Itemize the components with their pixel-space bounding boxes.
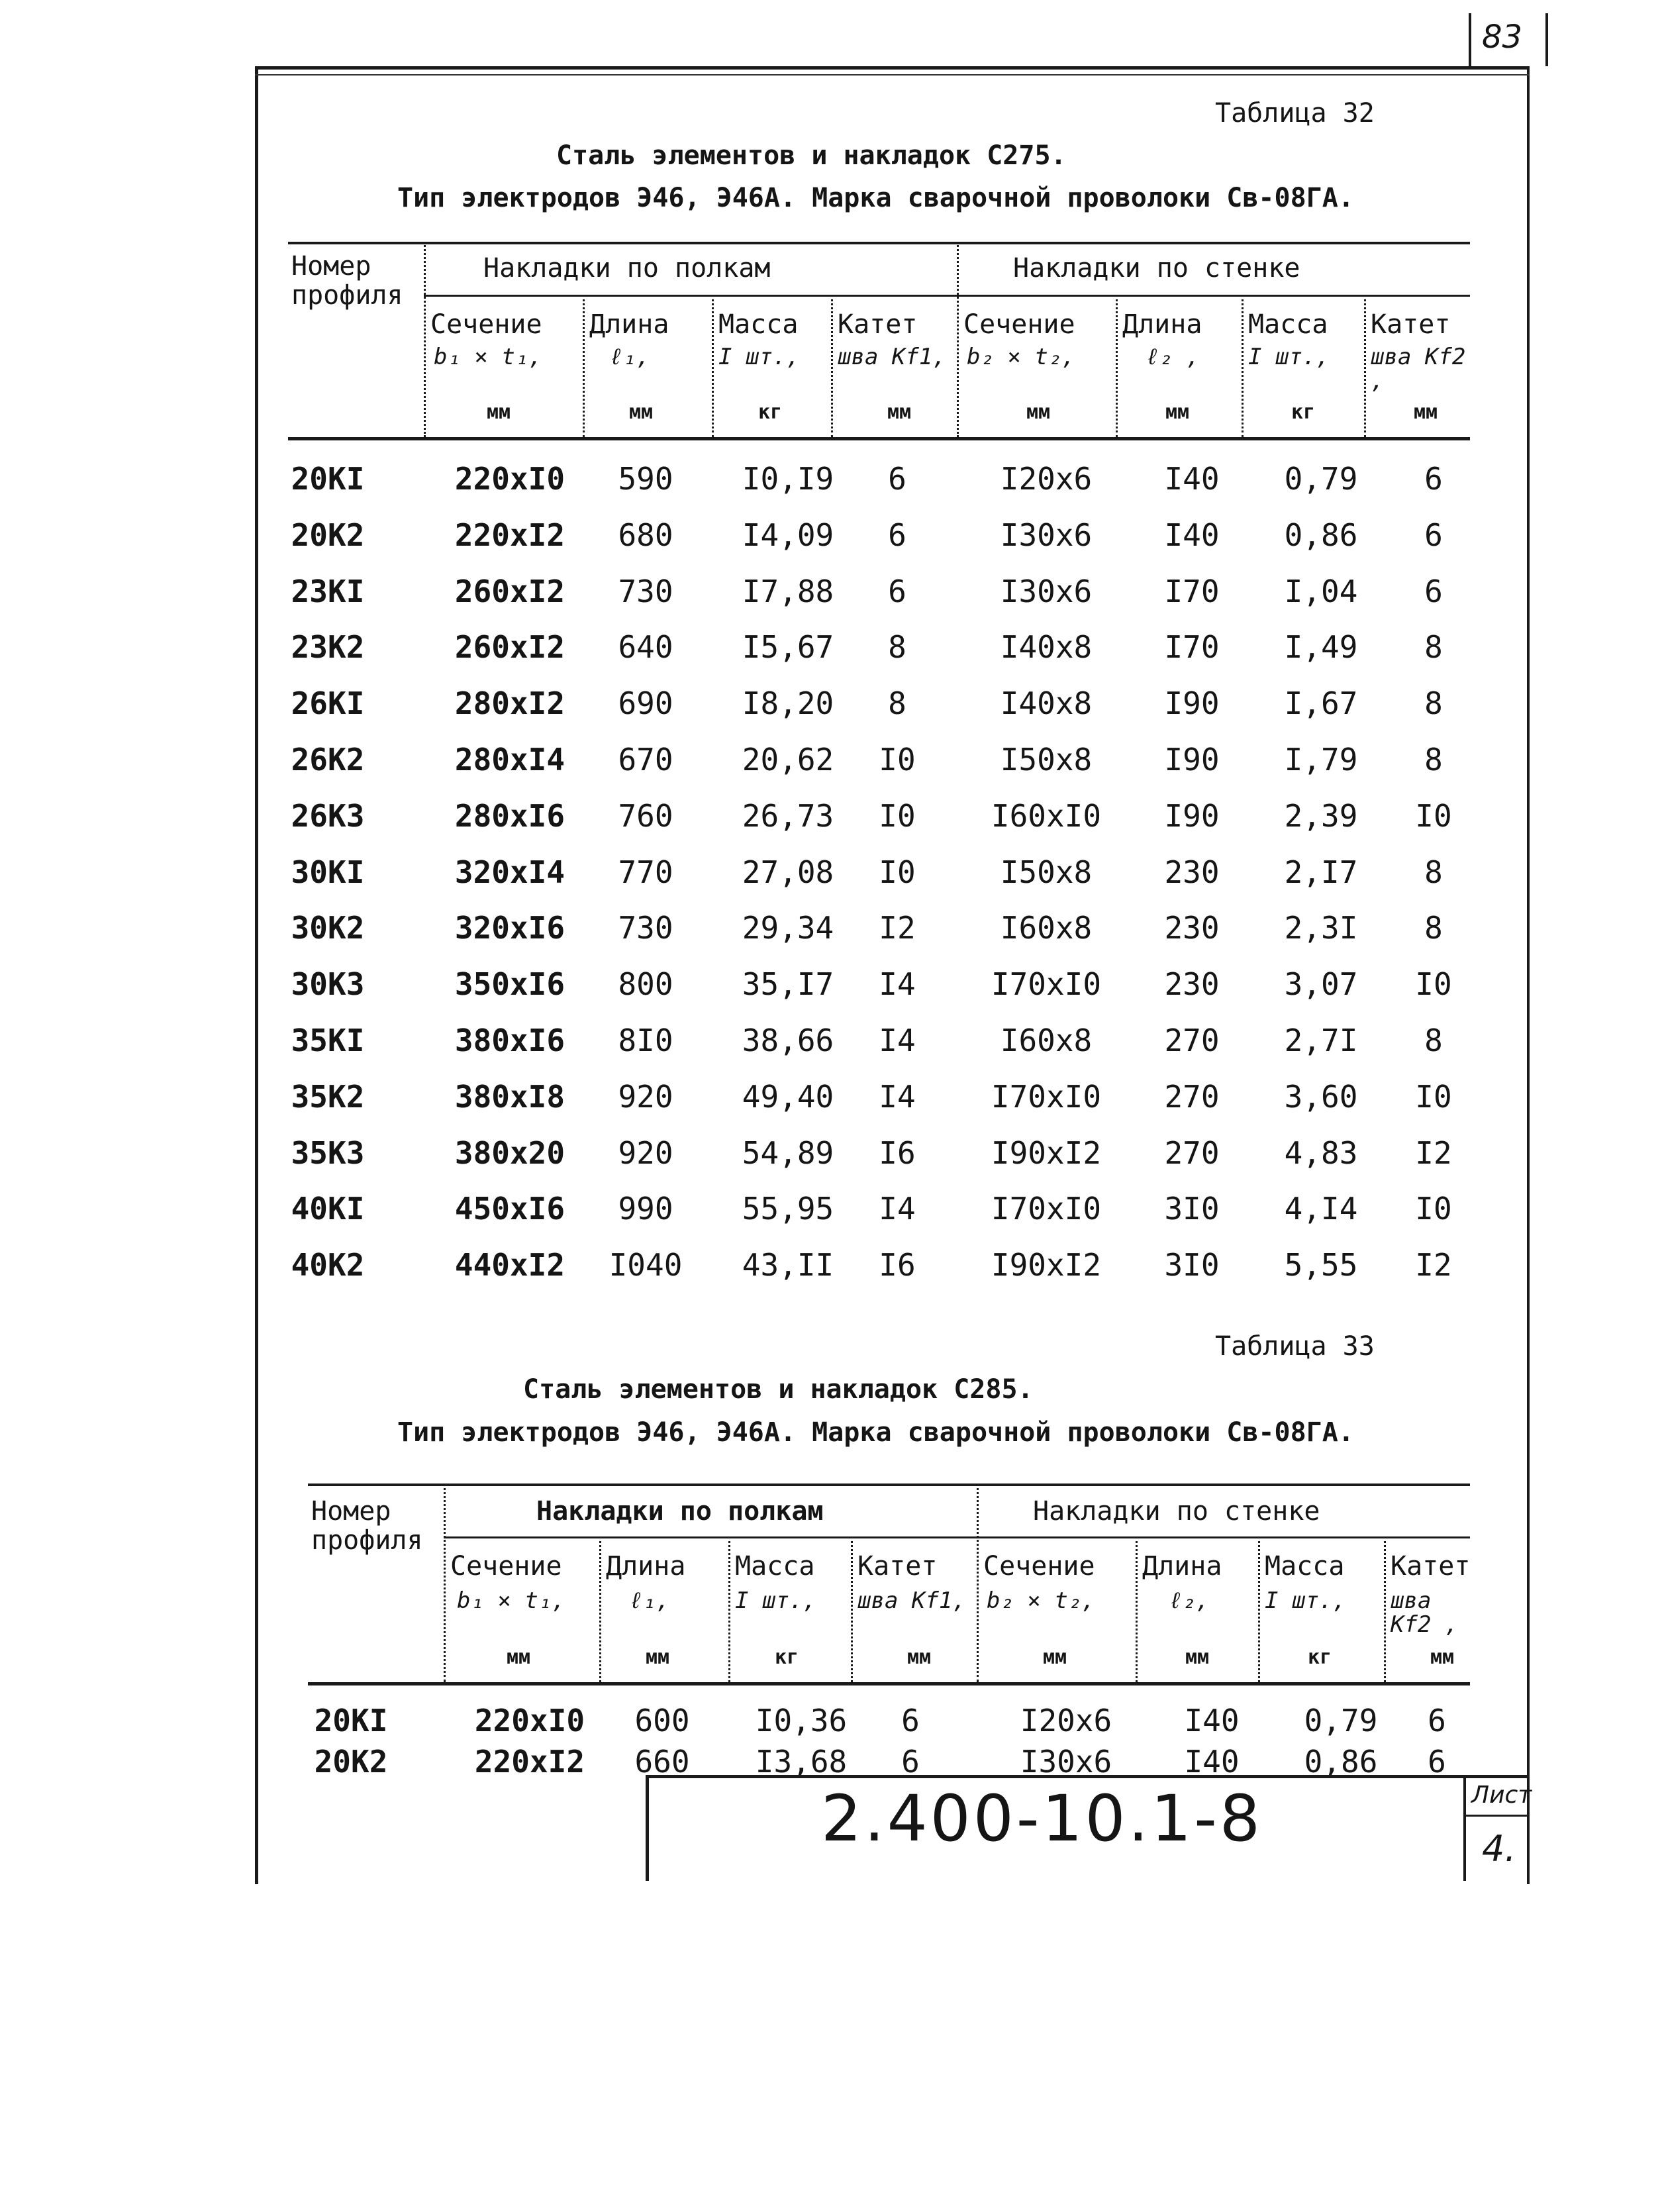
header-web-group: Накладки по стенке [1013, 253, 1300, 283]
flange-weld-cell: I4 [879, 1078, 916, 1115]
web-weld-cell: 6 [1428, 1703, 1446, 1738]
flange-weld-cell: 8 [888, 685, 906, 722]
web-section-cell: I70хI0 [991, 966, 1102, 1003]
header-col-unit: мм [1165, 401, 1190, 424]
header-col-unit: мм [629, 401, 654, 424]
web-weld-cell: 6 [1424, 517, 1443, 553]
header-col-unit: мм [1043, 1646, 1067, 1669]
table-rule [288, 242, 1470, 244]
column-divider [583, 295, 585, 437]
flange-mass-cell: 35,I7 [742, 966, 834, 1003]
header-col-name: Катет [1391, 1551, 1471, 1582]
web-mass-cell: 2,I7 [1284, 854, 1358, 890]
flange-length-cell: 730 [618, 910, 673, 946]
profile-cell: 20К2 [314, 1744, 388, 1780]
web-mass-cell: 0,79 [1304, 1703, 1378, 1738]
header-flange-group: Накладки по полкам [536, 1496, 824, 1527]
profile-cell: 40К2 [291, 1247, 365, 1283]
flange-mass-cell: 29,34 [742, 910, 834, 946]
header-col-name: Масса [1248, 309, 1328, 340]
web-weld-cell: 6 [1428, 1744, 1446, 1780]
profile-cell: 35КI [291, 1023, 365, 1058]
flange-weld-cell: 6 [888, 517, 906, 553]
flange-length-cell: 920 [618, 1134, 673, 1171]
web-mass-cell: 0,79 [1284, 461, 1358, 497]
profile-cell: 26КI [291, 685, 365, 722]
flange-section-cell: 380х20 [454, 1134, 565, 1171]
web-weld-cell: 8 [1424, 854, 1443, 890]
flange-section-cell: 260хI2 [454, 573, 565, 609]
profile-cell: 30КI [291, 854, 365, 890]
flange-section-cell: 220хI0 [474, 1703, 585, 1738]
web-weld-cell: 8 [1424, 685, 1443, 722]
web-weld-cell: 6 [1424, 461, 1443, 497]
web-length-cell: 230 [1164, 854, 1220, 890]
header-col-name: Масса [735, 1551, 815, 1582]
web-section-cell: I30х6 [1000, 573, 1093, 609]
web-length-cell: I40 [1184, 1703, 1240, 1738]
column-divider [444, 1483, 446, 1682]
profile-cell: 20КI [291, 461, 365, 497]
web-mass-cell: 3,07 [1284, 966, 1358, 1003]
column-divider [424, 242, 426, 437]
web-section-cell: I30х6 [1020, 1744, 1112, 1780]
header-col-name: Длина [606, 1551, 686, 1582]
flange-weld-cell: I0 [879, 742, 916, 778]
header-col-name: Катет [857, 1551, 938, 1582]
profile-cell: 30К3 [291, 966, 365, 1003]
table-33-title-line1: Сталь элементов и накладок С285. [523, 1374, 1034, 1405]
table-rule [288, 437, 1470, 440]
flange-section-cell: 220хI2 [454, 517, 565, 553]
flange-length-cell: 730 [618, 573, 673, 609]
web-weld-cell: I0 [1415, 1078, 1452, 1115]
flange-mass-cell: I8,20 [742, 685, 834, 722]
column-divider [1116, 295, 1118, 437]
web-section-cell: I50х8 [1000, 742, 1093, 778]
flange-weld-cell: 6 [901, 1703, 920, 1738]
page-number: 83 [1482, 19, 1523, 56]
web-weld-cell: 8 [1424, 742, 1443, 778]
flange-section-cell: 440хI2 [454, 1247, 565, 1283]
table-32-title-line1: Сталь элементов и накладок С275. [556, 140, 1067, 171]
column-divider [1242, 295, 1244, 437]
header-profile: Номер профиля [291, 251, 403, 311]
table-rule [424, 295, 1470, 297]
web-mass-cell: 2,3I [1284, 910, 1358, 946]
header-col-unit: мм [1185, 1646, 1210, 1669]
flange-section-cell: 380хI6 [454, 1023, 565, 1058]
flange-weld-cell: I4 [879, 1023, 916, 1058]
flange-section-cell: 280хI4 [454, 742, 565, 778]
web-weld-cell: 8 [1424, 910, 1443, 946]
flange-length-cell: 920 [618, 1078, 673, 1115]
flange-mass-cell: 49,40 [742, 1078, 834, 1115]
web-length-cell: 270 [1164, 1134, 1220, 1171]
flange-weld-cell: I0 [879, 797, 916, 834]
web-section-cell: I60хI0 [991, 797, 1102, 834]
column-divider [712, 295, 714, 437]
web-length-cell: 230 [1164, 910, 1220, 946]
header-col-name: Длина [1142, 1551, 1222, 1582]
web-section-cell: I60х8 [1000, 1023, 1093, 1058]
flange-mass-cell: 55,95 [742, 1191, 834, 1227]
column-divider [957, 242, 959, 437]
header-col-name: Сечение [963, 309, 1075, 340]
header-col-symbol: шва Kf2 , [1371, 344, 1466, 394]
web-length-cell: 3I0 [1164, 1247, 1220, 1283]
web-section-cell: I70хI0 [991, 1078, 1102, 1115]
web-mass-cell: 4,83 [1284, 1134, 1358, 1171]
column-divider [977, 1483, 979, 1682]
flange-mass-cell: 20,62 [742, 742, 834, 778]
flange-mass-cell: I0,I9 [742, 461, 834, 497]
table-33-caption: Таблица 33 [1215, 1331, 1375, 1362]
web-weld-cell: 8 [1424, 629, 1443, 666]
web-mass-cell: I,79 [1284, 742, 1358, 778]
web-mass-cell: 4,I4 [1284, 1191, 1358, 1227]
web-section-cell: I60х8 [1000, 910, 1093, 946]
web-length-cell: 270 [1164, 1023, 1220, 1058]
profile-cell: 26К2 [291, 742, 365, 778]
web-length-cell: 3I0 [1164, 1191, 1220, 1227]
column-divider [831, 295, 833, 437]
table-rule [444, 1536, 1470, 1538]
header-col-symbol: b₂ × t₂, [967, 344, 1075, 370]
flange-weld-cell: I6 [879, 1134, 916, 1171]
flange-length-cell: 660 [634, 1744, 690, 1780]
header-col-unit: мм [1430, 1646, 1455, 1669]
flange-section-cell: 450хI6 [454, 1191, 565, 1227]
flange-length-cell: 8I0 [618, 1023, 673, 1058]
header-col-symbol: ℓ₁, [629, 1587, 670, 1614]
profile-cell: 40КI [291, 1191, 365, 1227]
header-col-name: Сечение [983, 1551, 1095, 1582]
header-col-symbol: b₂ × t₂, [987, 1587, 1095, 1614]
web-section-cell: I40х8 [1000, 685, 1093, 722]
header-col-unit: кг [775, 1646, 799, 1669]
web-length-cell: I70 [1164, 629, 1220, 666]
flange-weld-cell: 6 [901, 1744, 920, 1780]
flange-section-cell: 260хI2 [454, 629, 565, 666]
header-col-symbol: I шт., [1265, 1587, 1346, 1614]
table-32-title-line2: Тип электродов Э46, Э46А. Марка сварочной проволоки Св-08ГА. [397, 183, 1354, 213]
header-col-symbol: b₁ × t₁, [434, 344, 542, 370]
header-col-symbol: шва Kf1, [838, 344, 946, 370]
header-col-unit: мм [646, 1646, 670, 1669]
flange-mass-cell: 27,08 [742, 854, 834, 890]
flange-section-cell: 220хI2 [474, 1744, 585, 1780]
flange-section-cell: 380хI8 [454, 1078, 565, 1115]
web-mass-cell: I,04 [1284, 573, 1358, 609]
sheet-number: 4. [1482, 1828, 1516, 1870]
flange-weld-cell: 6 [888, 461, 906, 497]
flange-mass-cell: I3,68 [755, 1744, 848, 1780]
flange-mass-cell: I7,88 [742, 573, 834, 609]
profile-cell: 20К2 [291, 517, 365, 553]
header-col-name: Длина [589, 309, 669, 340]
header-col-symbol: I шт., [735, 1587, 816, 1614]
header-col-symbol: b₁ × t₁, [457, 1587, 565, 1614]
table-rule [308, 1682, 1470, 1685]
document-code: 2.400-10.1-8 [821, 1782, 1263, 1856]
flange-section-cell: 320хI6 [454, 910, 565, 946]
web-weld-cell: I0 [1415, 966, 1452, 1003]
web-section-cell: I40х8 [1000, 629, 1093, 666]
header-col-name: Длина [1122, 309, 1202, 340]
flange-length-cell: 670 [618, 742, 673, 778]
web-length-cell: I40 [1164, 461, 1220, 497]
header-col-name: Сечение [450, 1551, 562, 1582]
header-col-unit: мм [887, 401, 912, 424]
header-col-symbol: шва Kf2 , [1391, 1587, 1459, 1638]
flange-section-cell: 320хI4 [454, 854, 565, 890]
web-mass-cell: I,49 [1284, 629, 1358, 666]
flange-mass-cell: I5,67 [742, 629, 834, 666]
flange-length-cell: 680 [618, 517, 673, 553]
profile-cell: 20КI [314, 1703, 388, 1738]
header-web-group: Накладки по стенке [1033, 1496, 1320, 1527]
web-weld-cell: I0 [1415, 797, 1452, 834]
flange-length-cell: I040 [609, 1247, 683, 1283]
header-col-name: Сечение [430, 309, 542, 340]
flange-length-cell: 690 [618, 685, 673, 722]
flange-mass-cell: 54,89 [742, 1134, 834, 1171]
web-mass-cell: 0,86 [1284, 517, 1358, 553]
web-length-cell: I70 [1164, 573, 1220, 609]
flange-section-cell: 350хI6 [454, 966, 565, 1003]
web-weld-cell: I2 [1415, 1247, 1452, 1283]
column-divider [851, 1536, 853, 1682]
sheet-separator [1463, 1815, 1530, 1817]
flange-section-cell: 280хI2 [454, 685, 565, 722]
column-divider [1384, 1536, 1386, 1682]
header-col-unit: мм [1026, 401, 1051, 424]
web-weld-cell: 6 [1424, 573, 1443, 609]
flange-weld-cell: I4 [879, 966, 916, 1003]
header-col-symbol: ℓ₁, [609, 344, 650, 370]
flange-mass-cell: I4,09 [742, 517, 834, 553]
header-col-unit: кг [758, 401, 783, 424]
flange-length-cell: 600 [634, 1703, 690, 1738]
web-mass-cell: I,67 [1284, 685, 1358, 722]
flange-mass-cell: 26,73 [742, 797, 834, 834]
web-length-cell: I90 [1164, 797, 1220, 834]
profile-cell: 35К3 [291, 1134, 365, 1171]
web-length-cell: I90 [1164, 742, 1220, 778]
header-col-symbol: ℓ₂ , [1146, 344, 1200, 370]
profile-cell: 30К2 [291, 910, 365, 946]
header-col-unit: мм [907, 1646, 932, 1669]
web-mass-cell: 3,60 [1284, 1078, 1358, 1115]
header-col-unit: кг [1308, 1646, 1332, 1669]
web-mass-cell: 2,39 [1284, 797, 1358, 834]
flange-weld-cell: 8 [888, 629, 906, 666]
flange-weld-cell: I0 [879, 854, 916, 890]
web-mass-cell: 0,86 [1304, 1744, 1378, 1780]
column-divider [1136, 1536, 1138, 1682]
web-section-cell: I90хI2 [991, 1247, 1102, 1283]
table-rule [308, 1483, 1470, 1486]
web-section-cell: I70хI0 [991, 1191, 1102, 1227]
sheet-label: Лист [1471, 1782, 1532, 1809]
flange-section-cell: 220хI0 [454, 461, 565, 497]
web-length-cell: I40 [1164, 517, 1220, 553]
flange-mass-cell: I0,36 [755, 1703, 848, 1738]
header-col-unit: кг [1291, 401, 1316, 424]
web-length-cell: I90 [1164, 685, 1220, 722]
frame-double-line [255, 74, 1530, 75]
flange-weld-cell: 6 [888, 573, 906, 609]
flange-weld-cell: I4 [879, 1191, 916, 1227]
flange-length-cell: 990 [618, 1191, 673, 1227]
header-profile: Номер профиля [311, 1496, 423, 1556]
web-length-cell: 230 [1164, 966, 1220, 1003]
profile-cell: 23КI [291, 573, 365, 609]
profile-cell: 23К2 [291, 629, 365, 666]
profile-cell: 35К2 [291, 1078, 365, 1115]
header-col-name: Катет [1371, 309, 1451, 340]
web-section-cell: I30х6 [1000, 517, 1093, 553]
web-section-cell: I20х6 [1020, 1703, 1112, 1738]
flange-mass-cell: 43,II [742, 1247, 834, 1283]
flange-section-cell: 280хI6 [454, 797, 565, 834]
flange-length-cell: 640 [618, 629, 673, 666]
header-col-name: Катет [838, 309, 918, 340]
web-length-cell: I40 [1184, 1744, 1240, 1780]
column-divider [1258, 1536, 1260, 1682]
header-col-unit: мм [507, 1646, 531, 1669]
header-col-unit: мм [487, 401, 511, 424]
flange-weld-cell: I2 [879, 910, 916, 946]
web-weld-cell: 8 [1424, 1023, 1443, 1058]
header-col-unit: мм [1414, 401, 1438, 424]
flange-length-cell: 590 [618, 461, 673, 497]
header-col-symbol: I шт., [1248, 344, 1330, 370]
column-divider [728, 1536, 730, 1682]
header-col-name: Масса [1265, 1551, 1345, 1582]
column-divider [599, 1536, 601, 1682]
web-section-cell: I50х8 [1000, 854, 1093, 890]
table-32-caption: Таблица 32 [1215, 98, 1375, 128]
flange-length-cell: 770 [618, 854, 673, 890]
column-divider [1364, 295, 1366, 437]
web-weld-cell: I0 [1415, 1191, 1452, 1227]
header-col-name: Масса [718, 309, 799, 340]
profile-cell: 26К3 [291, 797, 365, 834]
header-flange-group: Накладки по полкам [483, 253, 771, 283]
flange-length-cell: 800 [618, 966, 673, 1003]
web-section-cell: I20х6 [1000, 461, 1093, 497]
header-col-symbol: I шт., [718, 344, 800, 370]
web-mass-cell: 2,7I [1284, 1023, 1358, 1058]
table-33-title-line2: Тип электродов Э46, Э46А. Марка сварочной проволоки Св-08ГА. [397, 1417, 1354, 1448]
web-section-cell: I90хI2 [991, 1134, 1102, 1171]
web-weld-cell: I2 [1415, 1134, 1452, 1171]
flange-length-cell: 760 [618, 797, 673, 834]
flange-weld-cell: I6 [879, 1247, 916, 1283]
header-col-symbol: шва Kf1, [857, 1587, 966, 1614]
flange-mass-cell: 38,66 [742, 1023, 834, 1058]
web-length-cell: 270 [1164, 1078, 1220, 1115]
web-mass-cell: 5,55 [1284, 1247, 1358, 1283]
header-col-symbol: ℓ₂, [1169, 1587, 1210, 1614]
